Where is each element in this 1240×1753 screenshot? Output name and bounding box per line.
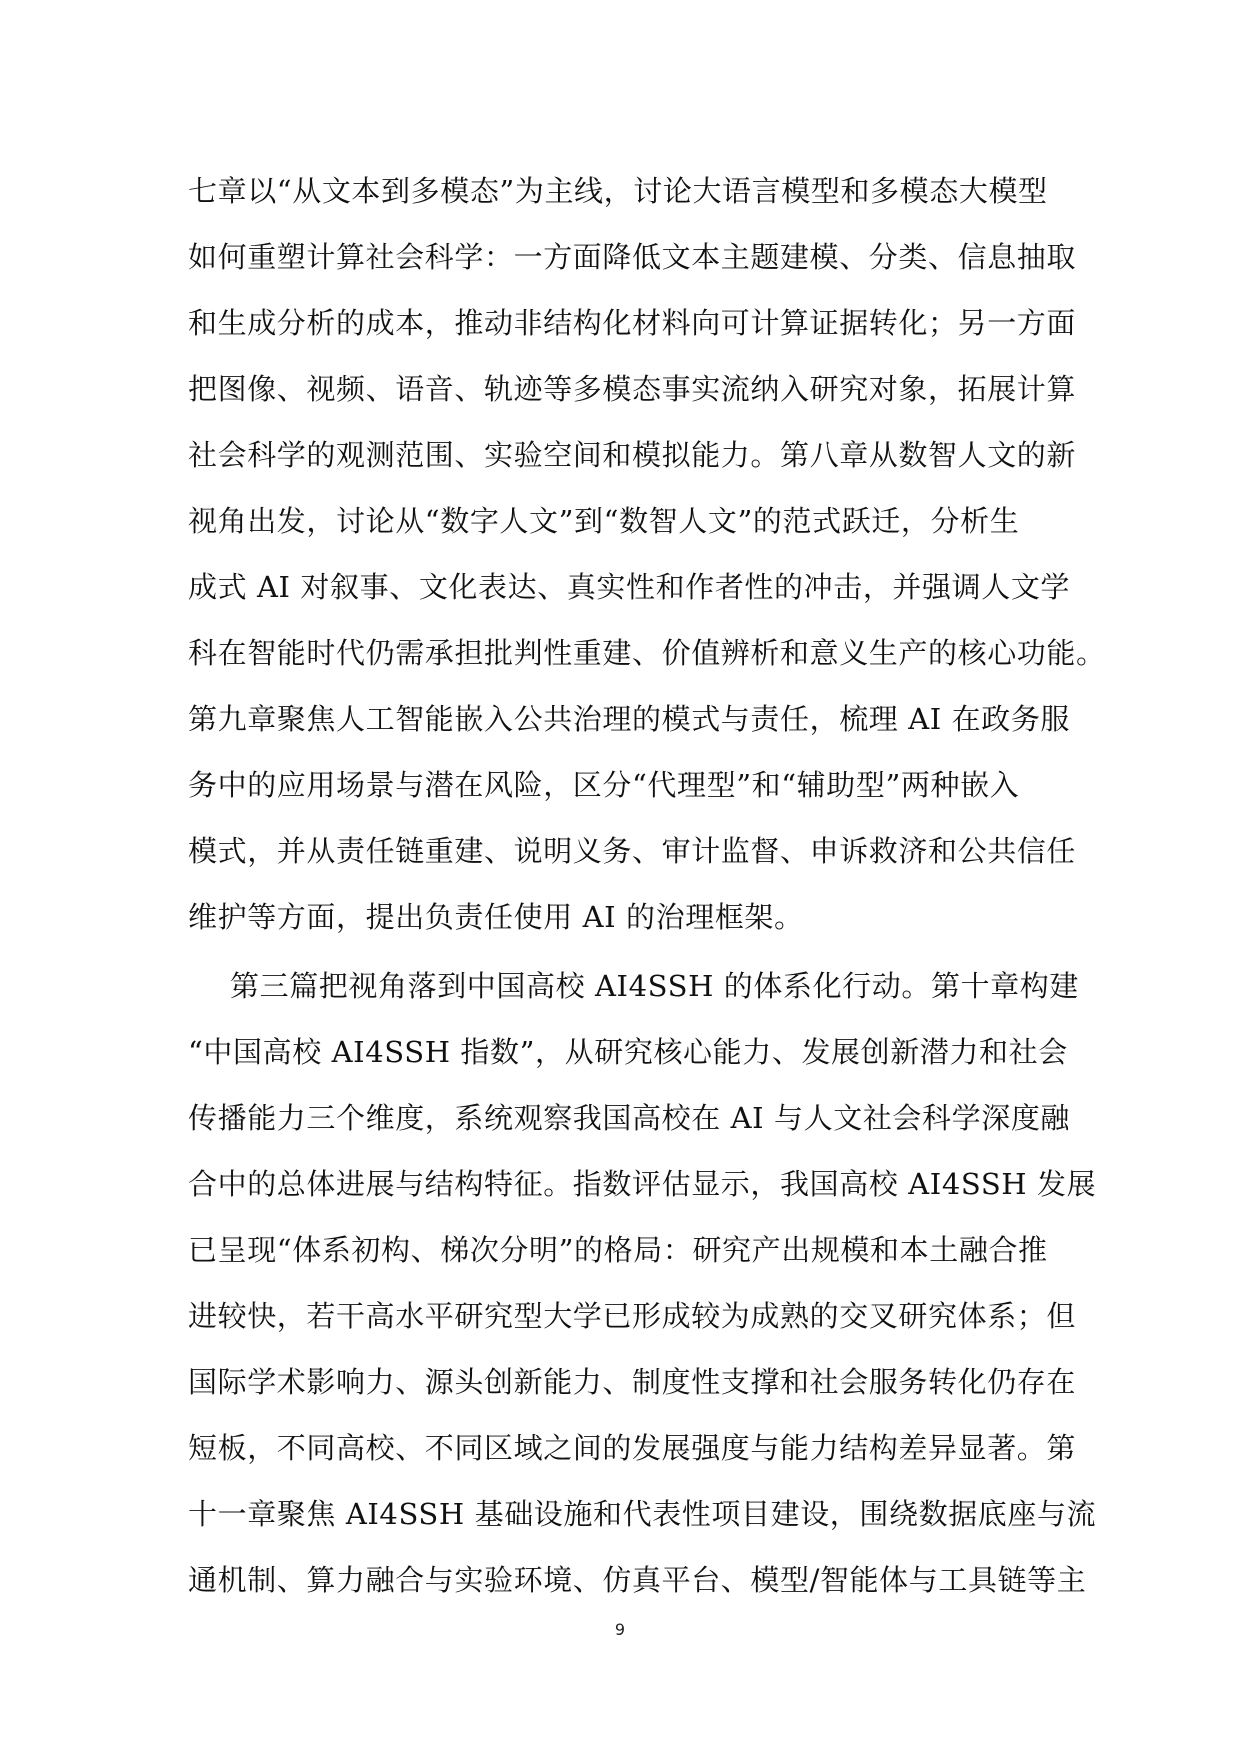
text-line: 第三篇把视角落到中国高校 AI4SSH 的体系化行动。第十章构建 — [230, 969, 1080, 1003]
text-line: 第九章聚焦人工智能嵌入公共治理的模式与责任，梳理 AI 在政务服 — [188, 702, 1071, 736]
text-line: 短板，不同高校、不同区域之间的发展强度与能力结构差异显著。第 — [188, 1431, 1077, 1465]
paragraph-1 — [188, 158, 1106, 950]
text-line: 科在智能时代仍需承担批判性重建、价值辨析和意义生产的核心功能。 — [188, 636, 1106, 670]
body-text — [188, 158, 1106, 1613]
text-line: 视角出发，讨论从“数字人文”到“数智人文”的范式跃迁，分析生 — [188, 504, 1020, 538]
text-line: 社会科学的观测范围、实验空间和模拟能力。第八章从数智人文的新 — [188, 438, 1077, 472]
page-number: 9 — [614, 1620, 626, 1639]
text-line: 十一章聚焦 AI4SSH 基础设施和代表性项目建设，围绕数据底座与流 — [188, 1497, 1097, 1531]
text-line: 已呈现“体系初构、梯次分明”的格局：研究产出规模和本土融合推 — [188, 1233, 1048, 1267]
paragraph-2 — [188, 953, 1097, 1613]
text-line: 进较快，若干高水平研究型大学已形成较为成熟的交叉研究体系；但 — [188, 1299, 1077, 1333]
text-line: 通机制、算力融合与实验环境、仿真平台、模型/智能体与工具链等主 — [188, 1563, 1087, 1597]
text-line: 传播能力三个维度，系统观察我国高校在 AI 与人文社会科学深度融 — [188, 1101, 1071, 1135]
text-line: 维护等方面，提出负责任使用 AI 的治理框架。 — [188, 900, 804, 934]
text-line: 务中的应用场景与潜在风险，区分“代理型”和“辅助型”两种嵌入 — [188, 768, 1020, 802]
text-line: 合中的总体进展与结构特征。指数评估显示，我国高校 AI4SSH 发展 — [188, 1167, 1097, 1201]
text-line: “中国高校 AI4SSH 指数”，从研究核心能力、发展创新潜力和社会 — [188, 1035, 1068, 1069]
text-line: 模式，并从责任链重建、说明义务、审计监督、申诉救济和公共信任 — [188, 834, 1077, 868]
text-line: 和生成分析的成本，推动非结构化材料向可计算证据转化；另一方面 — [188, 306, 1077, 340]
text-line: 把图像、视频、语音、轨迹等多模态事实流纳入研究对象，拓展计算 — [188, 372, 1077, 406]
text-line: 国际学术影响力、源头创新能力、制度性支撑和社会服务转化仍存在 — [188, 1365, 1077, 1399]
text-line: 如何重塑计算社会科学：一方面降低文本主题建模、分类、信息抽取 — [188, 240, 1077, 274]
text-line: 七章以“从文本到多模态”为主线，讨论大语言模型和多模态大模型 — [188, 174, 1048, 208]
text-line: 成式 AI 对叙事、文化表达、真实性和作者性的冲击，并强调人文学 — [188, 570, 1071, 604]
